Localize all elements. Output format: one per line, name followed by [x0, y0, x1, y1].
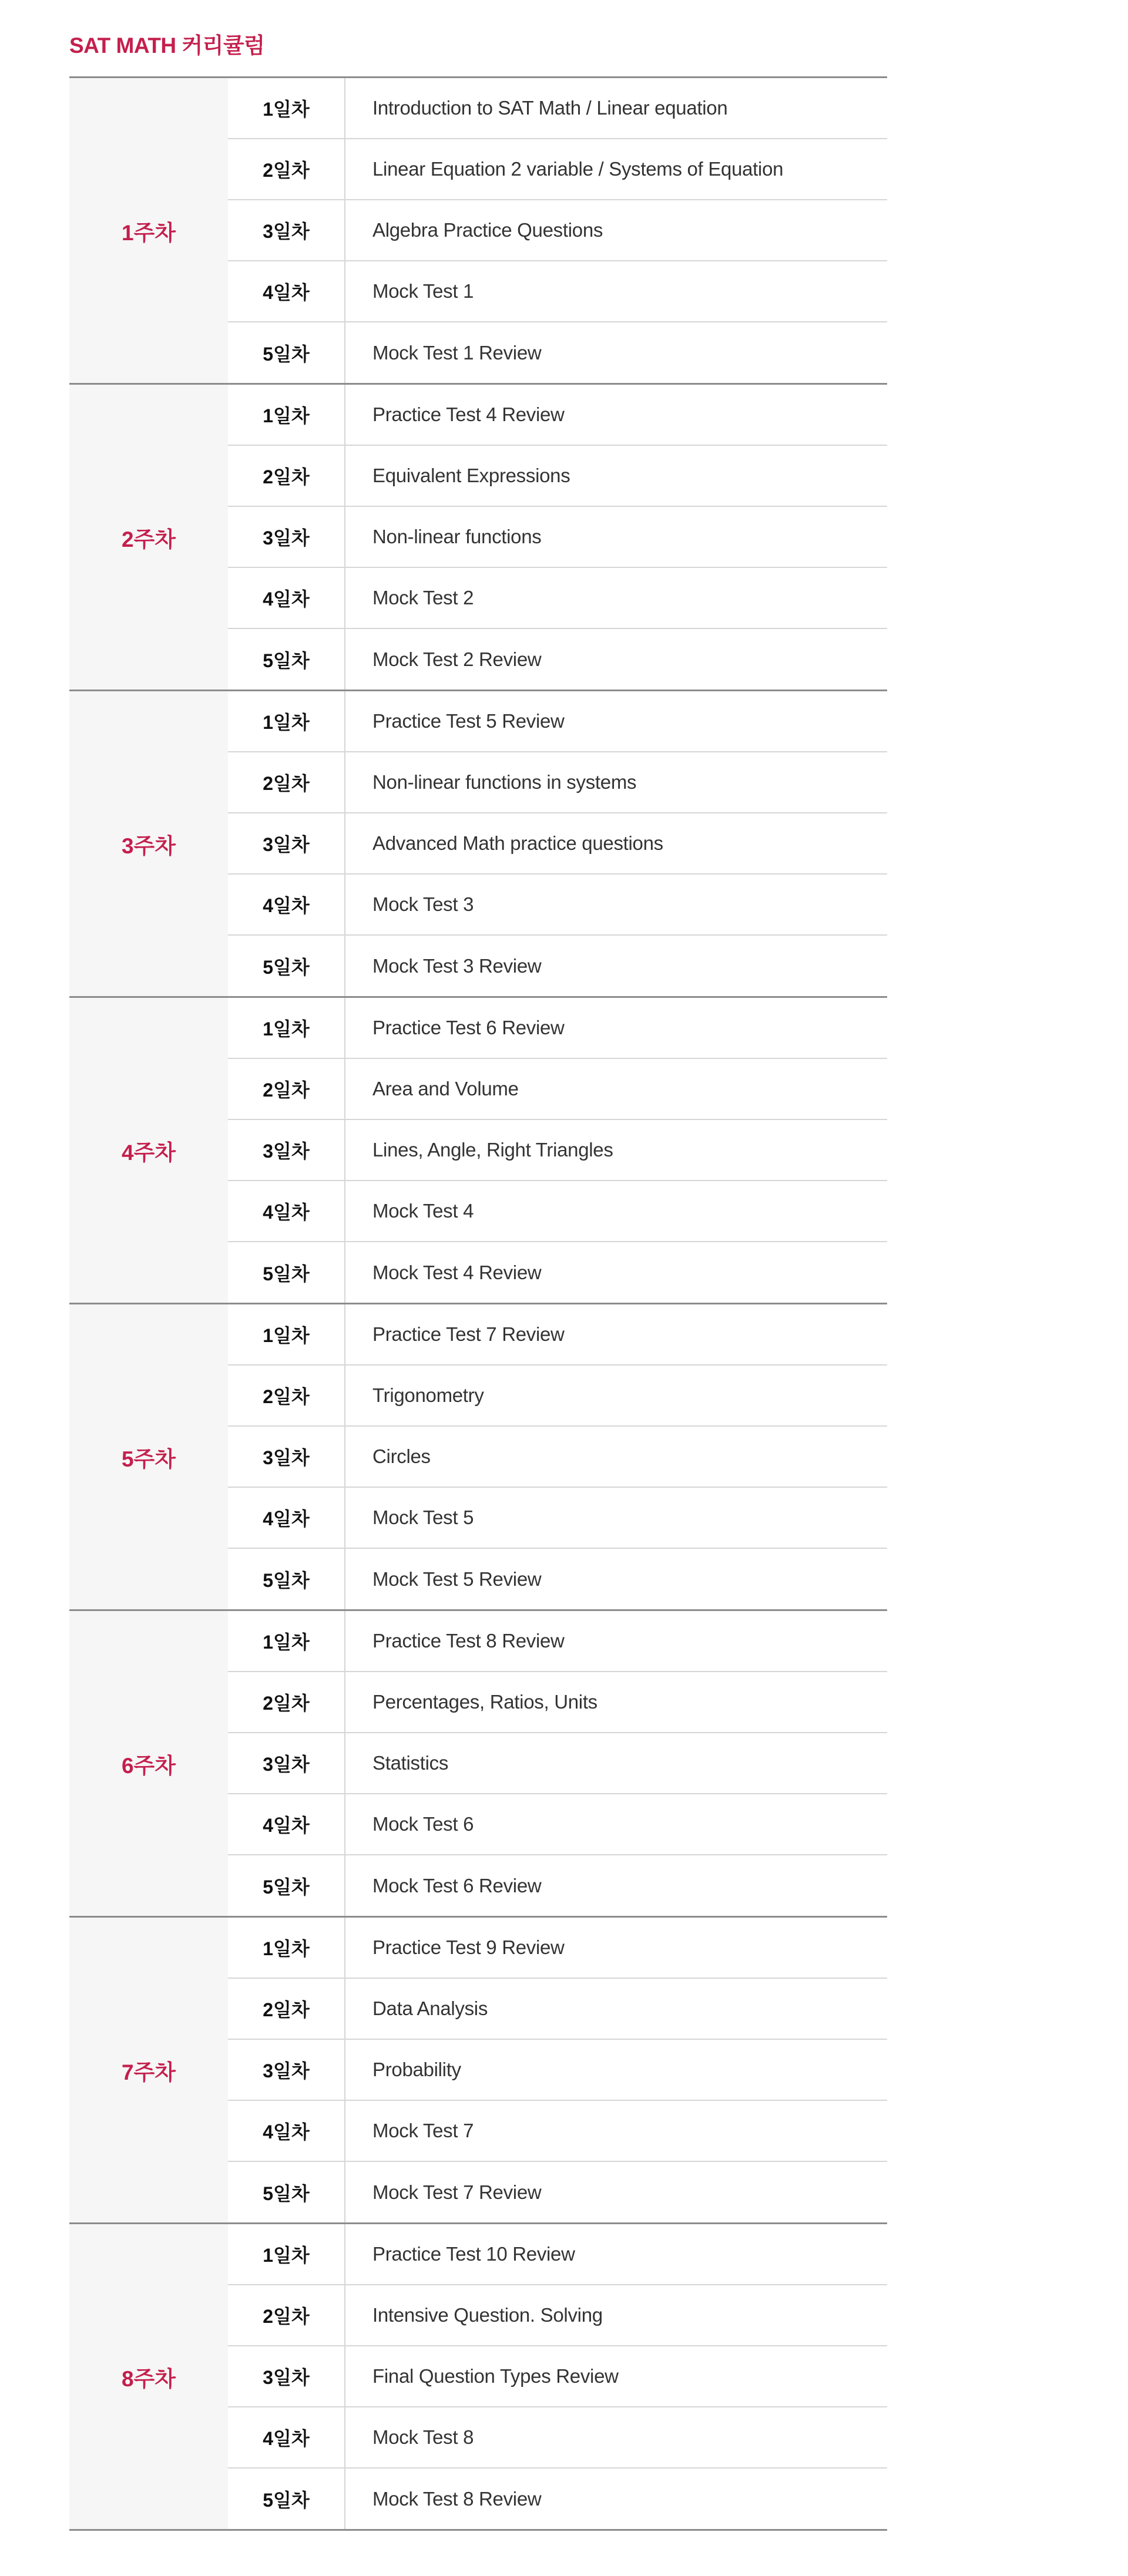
table-row — [228, 752, 887, 813]
table-row — [228, 385, 887, 446]
day-label: 1일차 — [228, 1304, 345, 1364]
topic-cell: Mock Test 8 Review — [372, 2487, 542, 2510]
table-row — [228, 2224, 887, 2285]
day-label: 2일차 — [228, 446, 345, 506]
day-label: 4일차 — [228, 875, 345, 934]
table-row — [228, 1488, 887, 1549]
day-label: 1일차 — [228, 78, 345, 138]
topic-cell: Advanced Math practice questions — [372, 832, 663, 854]
day-label: 1일차 — [228, 1918, 345, 1978]
day-label: 3일차 — [228, 200, 345, 260]
table-row — [228, 691, 887, 752]
week-block — [69, 385, 887, 691]
day-label: 2일차 — [228, 1979, 345, 2039]
topic-cell: Practice Test 8 Review — [372, 1630, 565, 1652]
topic-cell: Data Analysis — [372, 1997, 488, 2019]
week-days — [228, 998, 887, 1303]
week-label: 4주차 — [69, 998, 228, 1303]
topic-cell: Circles — [372, 1445, 431, 1467]
table-row — [228, 261, 887, 322]
topic-cell: Probability — [372, 2059, 461, 2080]
day-label: 3일차 — [228, 507, 345, 567]
week-days — [228, 385, 887, 690]
week-block — [69, 1611, 887, 1918]
table-row — [228, 1059, 887, 1120]
topic-cell: Practice Test 4 Review — [372, 403, 565, 425]
day-label: 4일차 — [228, 2407, 345, 2467]
table-row — [228, 1733, 887, 1794]
day-label: 1일차 — [228, 691, 345, 751]
topic-cell: Mock Test 5 Review — [372, 1568, 542, 1590]
topic-cell: Area and Volume — [372, 1078, 519, 1099]
day-label: 5일차 — [228, 1549, 345, 1609]
week-label: 8주차 — [69, 2224, 228, 2529]
day-label: 3일차 — [228, 1733, 345, 1793]
table-row — [228, 1611, 887, 1672]
week-days — [228, 1304, 887, 1609]
table-row — [228, 1794, 887, 1855]
day-label: 2일차 — [228, 1366, 345, 1425]
topic-cell: Mock Test 2 — [372, 587, 474, 608]
day-label: 5일차 — [228, 322, 345, 383]
topic-cell: Mock Test 3 Review — [372, 954, 542, 977]
topic-cell: Final Question Types Review — [372, 2365, 619, 2387]
day-label: 4일차 — [228, 1181, 345, 1241]
topic-cell: Mock Test 4 Review — [372, 1261, 542, 1283]
day-label: 2일차 — [228, 2285, 345, 2345]
day-label: 4일차 — [228, 1794, 345, 1854]
week-days — [228, 78, 887, 383]
day-label: 1일차 — [228, 385, 345, 445]
day-label: 3일차 — [228, 1120, 345, 1180]
table-row — [228, 78, 887, 139]
day-label: 1일차 — [228, 2224, 345, 2284]
topic-cell: Mock Test 6 — [372, 1813, 474, 1835]
topic-cell: Statistics — [372, 1752, 449, 1774]
week-label: 6주차 — [69, 1611, 228, 1916]
day-label: 5일차 — [228, 936, 345, 996]
topic-cell: Percentages, Ratios, Units — [372, 1691, 597, 1713]
day-label: 3일차 — [228, 2346, 345, 2406]
table-row — [228, 936, 887, 996]
topic-cell: Mock Test 3 — [372, 893, 474, 915]
day-label: 4일차 — [228, 1488, 345, 1548]
table-row — [228, 998, 887, 1059]
day-label: 1일차 — [228, 1611, 345, 1671]
topic-cell: Mock Test 6 Review — [372, 1874, 542, 1896]
table-row — [228, 1549, 887, 1609]
week-days — [228, 2224, 887, 2529]
table-row — [228, 2469, 887, 2529]
week-label: 5주차 — [69, 1304, 228, 1609]
table-row — [228, 507, 887, 568]
week-days — [228, 691, 887, 996]
table-row — [228, 446, 887, 507]
topic-cell: Mock Test 7 — [372, 2120, 474, 2141]
table-row — [228, 1855, 887, 1916]
day-label: 5일차 — [228, 2469, 345, 2529]
table-row — [228, 322, 887, 383]
day-label: 1일차 — [228, 998, 345, 1058]
topic-cell: Mock Test 7 Review — [372, 2181, 542, 2203]
day-label: 5일차 — [228, 1855, 345, 1916]
day-label: 5일차 — [228, 629, 345, 690]
table-row — [228, 139, 887, 200]
topic-cell: Mock Test 8 — [372, 2426, 474, 2448]
table-row — [228, 1304, 887, 1366]
week-label: 2주차 — [69, 385, 228, 690]
table-row — [228, 2285, 887, 2346]
day-label: 2일차 — [228, 1059, 345, 1119]
week-block — [69, 691, 887, 998]
table-row — [228, 875, 887, 936]
table-row — [228, 2162, 887, 2222]
day-label: 2일차 — [228, 752, 345, 812]
curriculum-table — [69, 76, 887, 2531]
topic-cell: Practice Test 9 Review — [372, 1936, 565, 1958]
table-row — [228, 629, 887, 690]
topic-cell: Equivalent Expressions — [372, 465, 570, 486]
day-label: 3일차 — [228, 1427, 345, 1487]
topic-cell: Mock Test 4 — [372, 1200, 474, 1222]
table-row — [228, 2040, 887, 2101]
week-block — [69, 1918, 887, 2224]
topic-cell: Linear Equation 2 variable / Systems of Equation — [372, 158, 784, 180]
day-label: 5일차 — [228, 2162, 345, 2222]
week-block — [69, 1304, 887, 1611]
table-row — [228, 568, 887, 629]
topic-cell: Practice Test 6 Review — [372, 1017, 565, 1038]
topic-cell: Algebra Practice Questions — [372, 219, 603, 241]
table-row — [228, 813, 887, 875]
week-days — [228, 1918, 887, 2222]
topic-cell: Trigonometry — [372, 1384, 484, 1406]
week-block — [69, 78, 887, 385]
table-row — [228, 1672, 887, 1733]
topic-cell: Intensive Question. Solving — [372, 2304, 603, 2326]
topic-cell: Non-linear functions — [372, 526, 542, 547]
week-label: 7주차 — [69, 1918, 228, 2222]
topic-cell: Lines, Angle, Right Triangles — [372, 1139, 613, 1161]
topic-cell: Introduction to SAT Math / Linear equation — [372, 97, 728, 119]
topic-cell: Practice Test 5 Review — [372, 710, 565, 732]
week-block — [69, 998, 887, 1304]
table-row — [228, 2101, 887, 2162]
day-label: 2일차 — [228, 1672, 345, 1732]
table-row — [228, 1366, 887, 1427]
topic-cell: Mock Test 1 Review — [372, 341, 542, 364]
topic-cell: Mock Test 5 — [372, 1506, 474, 1528]
table-row — [228, 1427, 887, 1488]
table-row — [228, 1918, 887, 1979]
table-row — [228, 1120, 887, 1181]
day-label: 2일차 — [228, 139, 345, 199]
table-row — [228, 1979, 887, 2040]
table-row — [228, 2346, 887, 2407]
table-row — [228, 1242, 887, 1303]
week-label: 1주차 — [69, 78, 228, 383]
week-label: 3주차 — [69, 691, 228, 996]
topic-cell: Practice Test 10 Review — [372, 2243, 575, 2265]
day-label: 4일차 — [228, 2101, 345, 2161]
table-row — [228, 200, 887, 261]
topic-cell: Practice Test 7 Review — [372, 1323, 565, 1345]
day-label: 3일차 — [228, 2040, 345, 2100]
topic-cell: Mock Test 2 Review — [372, 648, 542, 670]
day-label: 4일차 — [228, 261, 345, 321]
topic-cell: Mock Test 1 — [372, 280, 474, 302]
day-label: 4일차 — [228, 568, 345, 628]
week-days — [228, 1611, 887, 1916]
week-block — [69, 2224, 887, 2531]
table-row — [228, 2407, 887, 2469]
topic-cell: Non-linear functions in systems — [372, 771, 637, 793]
day-label: 5일차 — [228, 1242, 345, 1303]
page-title: SAT MATH 커리큘럼 — [69, 33, 265, 58]
table-row — [228, 1181, 887, 1242]
day-label: 3일차 — [228, 813, 345, 873]
